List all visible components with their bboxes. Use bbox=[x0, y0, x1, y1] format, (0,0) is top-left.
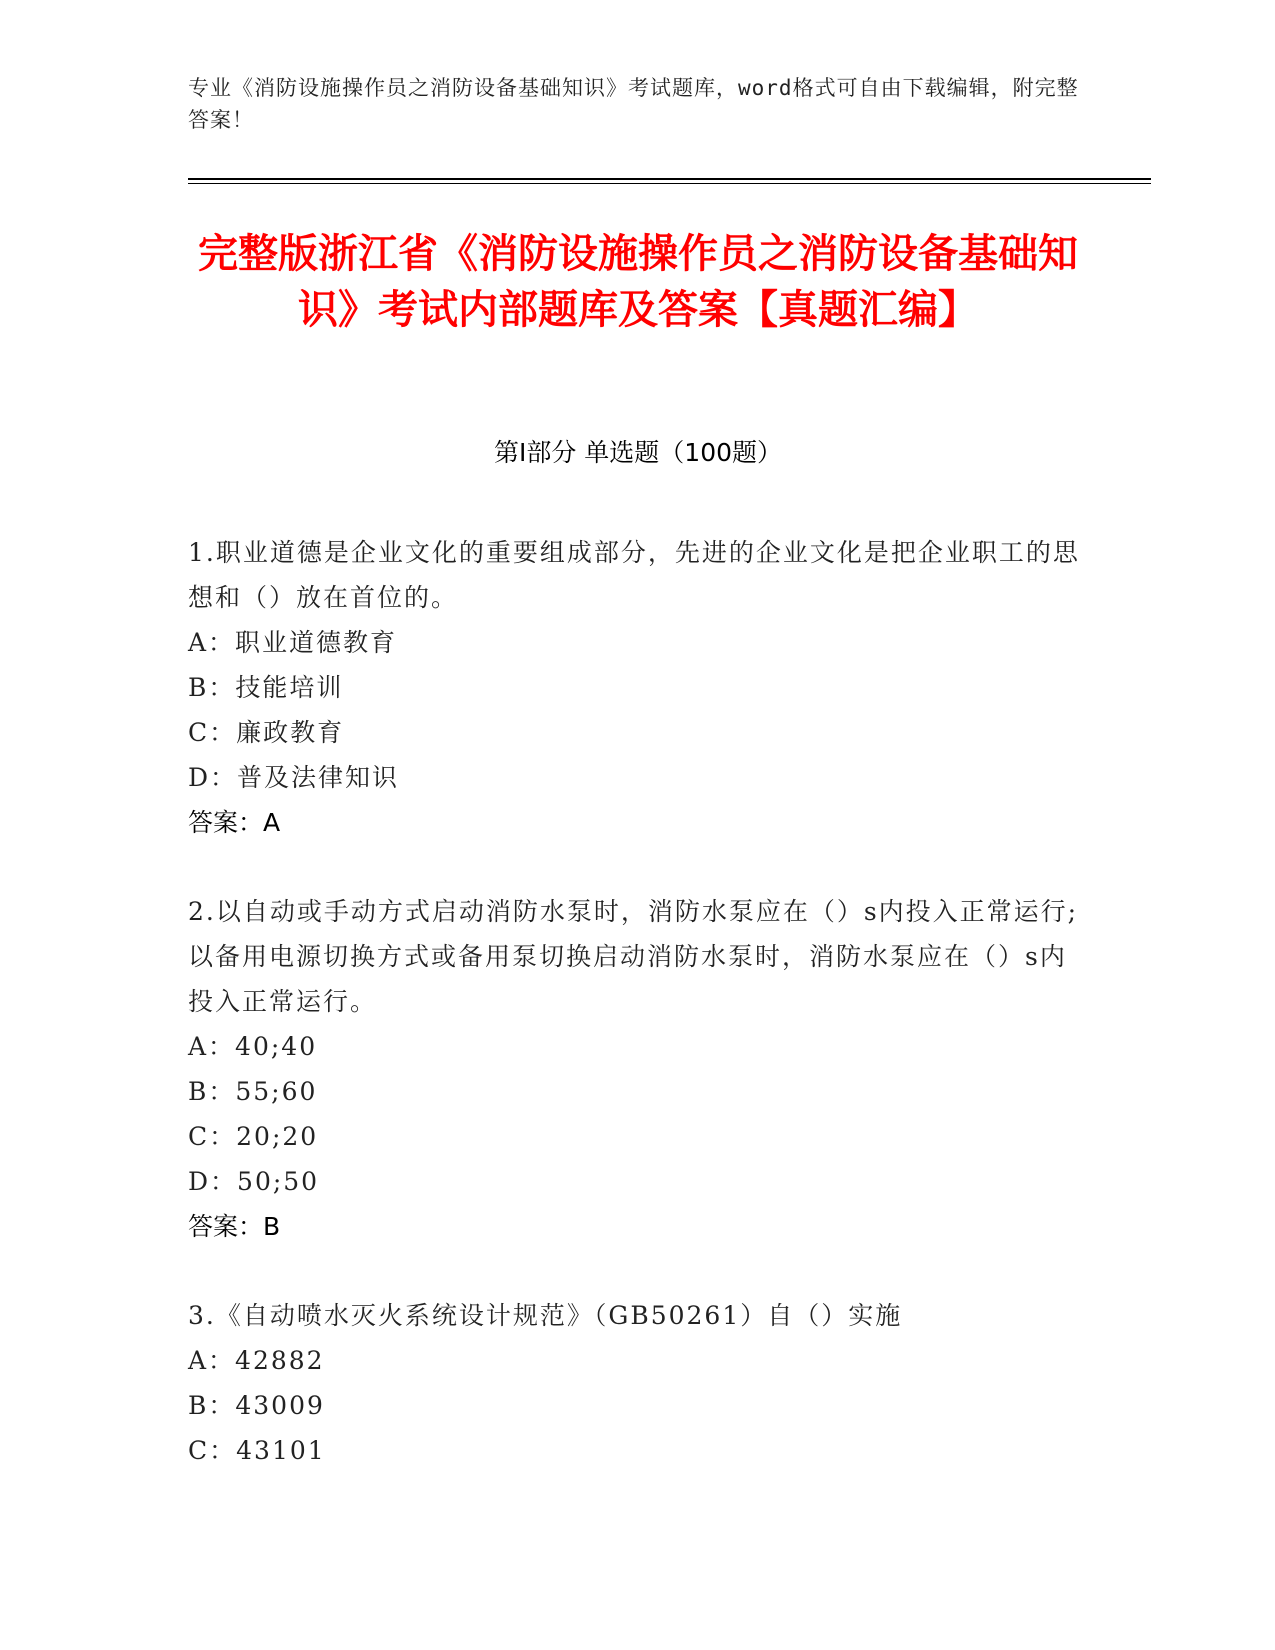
option-c: C：43101 bbox=[188, 1436, 326, 1465]
option-b: B：技能培训 bbox=[188, 673, 344, 702]
question-list bbox=[188, 530, 1088, 1517]
question-2 bbox=[188, 889, 1088, 1249]
question-1 bbox=[188, 530, 1088, 845]
question-stem: 3.《自动喷水灭火系统设计规范》（GB50261）自（）实施 bbox=[188, 1301, 903, 1330]
answer: 答案：B bbox=[188, 1212, 281, 1241]
answer: 答案：A bbox=[188, 808, 281, 837]
option-b: B：55;60 bbox=[188, 1077, 318, 1106]
section-heading: 第I部分 单选题（100题） bbox=[493, 438, 783, 467]
header-divider-thin bbox=[188, 183, 1151, 184]
header-note: 专业《消防设施操作员之消防设备基础知识》考试题库，word格式可自由下载编辑，附完整答案！ bbox=[188, 76, 1079, 132]
option-d: D：普及法律知识 bbox=[188, 763, 400, 792]
option-d: D：50;50 bbox=[188, 1167, 320, 1196]
option-b: B：43009 bbox=[188, 1391, 325, 1420]
question-stem: 1.职业道德是企业文化的重要组成部分，先进的企业文化是把企业职工的思想和（）放在首位的。 bbox=[188, 538, 1080, 612]
question-3 bbox=[188, 1293, 1088, 1473]
option-a: A：职业道德教育 bbox=[188, 628, 398, 657]
question-stem: 2.以自动或手动方式启动消防水泵时，消防水泵应在（）s内投入正常运行;以备用电源切换方式或备用泵切换启动消防水泵时，消防水泵应在（）s内投入正常运行。 bbox=[188, 897, 1079, 1016]
header-divider-thick bbox=[188, 178, 1151, 180]
option-a: A：42882 bbox=[188, 1346, 325, 1375]
option-c: C：廉政教育 bbox=[188, 718, 345, 747]
document-title: 完整版浙江省《消防设施操作员之消防设备基础知识》考试内部题库及答案【真题汇编】 bbox=[198, 231, 1078, 333]
option-a: A：40;40 bbox=[188, 1032, 318, 1061]
option-c: C：20;20 bbox=[188, 1122, 319, 1151]
